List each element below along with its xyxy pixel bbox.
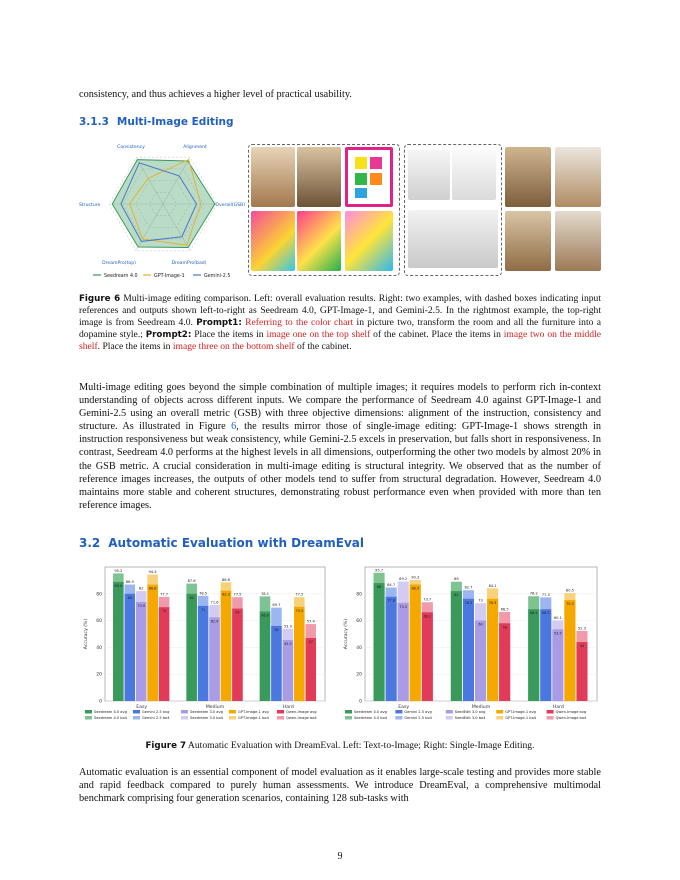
legend-label: Gemini 2.5 bo4 (142, 716, 170, 720)
bar-value-label: 77.7 (160, 592, 169, 597)
bar-bo4 (271, 626, 282, 701)
top-paragraph: consistency, and thus achieves a higher level of practical usability. (79, 89, 352, 100)
x-tick-label: Easy (136, 705, 148, 710)
legend-swatch (345, 710, 352, 714)
bar-bo4 (475, 621, 486, 701)
bar-value-label: 89.2 (399, 576, 408, 581)
bar-bo4 (451, 591, 462, 701)
bar-value-label: 88.9 (114, 583, 123, 588)
legend-swatch (85, 710, 92, 714)
bar-bo4 (305, 638, 316, 701)
radar-polygon (112, 160, 215, 248)
radar-axis-label: DreamPro(top) (102, 261, 136, 266)
legend-label: Qwen-Image bo4 (286, 716, 317, 720)
legend-label: Seedream 4.0 (104, 274, 138, 279)
bar-value-label: 57.4 (306, 619, 315, 624)
bar-value-label: 84.7 (387, 583, 396, 588)
bar-bo4 (564, 600, 575, 701)
bar-value-label: 82 (138, 586, 144, 591)
bar-value-label: 86.9 (125, 580, 134, 585)
bar-value-label: 60.1 (553, 615, 562, 620)
bar-value-label: 69 (235, 610, 240, 615)
bar-value-label: 52.3 (577, 626, 586, 631)
legend-label: Gemini-2.5 (204, 274, 231, 279)
bar-value-label: 66.2 (423, 614, 432, 619)
bar-value-label: 90.3 (411, 575, 420, 580)
bar-value-label: 95.2 (114, 568, 123, 573)
x-tick-label: Easy (398, 705, 410, 710)
bar-value-label: 95.7 (375, 568, 384, 573)
bar-value-label: 73 (478, 598, 483, 603)
bar-value-label: 76.3 (464, 600, 473, 605)
bar-bo4 (283, 640, 294, 701)
microwave-image (408, 150, 450, 200)
legend-swatch (446, 716, 453, 720)
radar-axis-label: Alignment (183, 145, 207, 150)
legend-swatch (345, 716, 352, 720)
y-axis-label: Accuracy (%) (84, 618, 89, 650)
bar-bo4 (209, 617, 220, 701)
section-heading-3-1-3: 3.1.3 Multi-Image Editing (79, 116, 234, 128)
bar-value-label: 77.3 (541, 592, 550, 597)
storage-baskets-image (408, 210, 498, 268)
bar-bo4 (528, 609, 539, 701)
bar-value-label: 78.1 (260, 591, 270, 596)
bar-bo4 (232, 609, 243, 701)
bar-value-label: 66.8 (261, 613, 269, 618)
y-tick-label: 60 (96, 619, 102, 625)
legend-label: Seedream 4.0 bo4 (354, 716, 388, 720)
bar-value-label: 80.5 (565, 588, 574, 593)
bar-bo4 (499, 623, 510, 701)
bar-bo4 (386, 597, 397, 701)
bar-value-label: 44 (579, 644, 585, 649)
bar-value-label: 71 (200, 607, 206, 612)
legend-swatch (181, 710, 188, 714)
bar-bo4 (410, 585, 421, 701)
bar-value-label: 87.6 (187, 579, 196, 584)
cabinet-result-2 (505, 211, 551, 271)
legend-swatch (277, 716, 284, 720)
legend-swatch (85, 716, 92, 720)
bottom-paragraph: Automatic evaluation is an essential component of model evaluation as it enables large-scale testing and provides more stable and rapid feedback compared to purely human assessments. We introduce DreamEval, a comprehensive multimodal benchmark comprising four generation scenarios, containing 128 sub-tasks with (79, 767, 601, 805)
radar-axis-label: DreamPro(bad) (171, 261, 207, 266)
y-tick-label: 20 (96, 672, 102, 678)
chart-text-to-image (79, 563, 329, 728)
legend-label: GPT-Image-1 bo4 (505, 716, 537, 720)
dopamine-room-2 (297, 211, 341, 271)
bar-value-label: 84.1 (488, 583, 497, 588)
legend-label: Qwen-Image avg (555, 710, 587, 714)
bar-value-label: 86.8 (148, 586, 157, 591)
y-axis-label: Accuracy (%) (344, 618, 349, 650)
radar-axis-label: Consistency (117, 145, 145, 150)
legend-label: GPT-Image-1 (154, 274, 185, 279)
y-tick-label: 40 (356, 645, 362, 651)
bar-value-label: 66.5 (500, 607, 509, 612)
legend-label: Gemini 2.5 bo4 (404, 716, 432, 720)
radar-legend (93, 273, 230, 279)
legend-swatch (496, 716, 503, 720)
legend-swatch (181, 716, 188, 720)
bar-value-label: 53.9 (283, 624, 292, 629)
legend-label: Gemini 2.5 avg (142, 710, 170, 714)
radar-axis-label: Overall(GSB) (215, 203, 245, 208)
bar-value-label: 68.5 (542, 611, 550, 616)
x-tick-label: Hard (282, 705, 294, 710)
bar-value-label: 70 (161, 609, 167, 614)
bar-value-label: 58 (502, 625, 507, 630)
figure-7-caption: Figure 7 Automatic Evaluation with DreamEval. Left: Text-to-Image; Right: Single-Image Editing. (145, 740, 535, 751)
bar-bo4 (113, 582, 124, 701)
bar-value-label: 45.5 (284, 642, 292, 647)
y-tick-label: 40 (96, 645, 102, 651)
y-tick-label: 80 (96, 592, 102, 598)
section-heading-3-2: 3.2 Automatic Evaluation with DreamEval (79, 536, 365, 550)
living-room-image (251, 147, 295, 207)
legend-swatch (229, 710, 236, 714)
dopamine-room-1 (251, 211, 295, 271)
legend-swatch (547, 710, 554, 714)
radar-axis-label: Structure (79, 203, 101, 208)
bar-value-label: 62.4 (210, 619, 219, 624)
bar-bo4 (198, 606, 209, 701)
legend-swatch (133, 716, 140, 720)
legend-swatch (547, 716, 554, 720)
y-tick-label: 20 (356, 672, 362, 678)
bar-value-label: 73.9 (137, 603, 145, 608)
figure-6-link[interactable]: 6 (231, 421, 237, 433)
bar-bo4 (576, 642, 587, 701)
legend-swatch (133, 710, 140, 714)
bar-bo4 (487, 599, 498, 701)
radar-chart (79, 140, 247, 280)
bar-value-label: 73.7 (423, 597, 432, 602)
bar-value-label: 53.5 (554, 631, 562, 636)
dopamine-room-3 (345, 211, 393, 271)
bar-bo4 (552, 629, 563, 701)
legend-label: Seedream 4.0 avg (354, 710, 387, 714)
page-number: 9 (337, 851, 343, 862)
bar-value-label: 77.8 (387, 598, 395, 603)
bar-bo4 (159, 607, 170, 701)
legend-label: Gemini 2.5 avg (404, 710, 432, 714)
y-tick-label: 0 (359, 699, 362, 705)
bar-bo4 (186, 594, 197, 701)
bar-bo4 (136, 602, 147, 701)
bar-bo4 (398, 603, 409, 701)
x-tick-label: Medium (471, 705, 491, 710)
legend-label: GPT-Image-1 avg (238, 710, 269, 714)
legend-label: GPT-Image-1 bo4 (238, 716, 269, 720)
legend-label: GPT-Image-1 avg (505, 710, 536, 714)
x-tick-label: Hard (552, 705, 564, 710)
bar-bo4 (260, 611, 271, 701)
legend-swatch (229, 716, 236, 720)
color-chart-image (345, 147, 393, 207)
bar-bo4 (294, 607, 305, 701)
bar-bo4 (147, 585, 158, 701)
bar-bo4 (540, 609, 551, 701)
bar-bo4 (463, 599, 474, 701)
bar-value-label: 94.4 (148, 570, 157, 575)
legend-label: Qwen-Image avg (286, 710, 317, 714)
bar-bo4 (221, 591, 232, 701)
legend-swatch (395, 716, 402, 720)
bar-value-label: 82.3 (222, 592, 230, 597)
legend-label: Qwen-Image bo4 (555, 716, 587, 720)
legend-label: Seedream 4.0 avg (94, 710, 127, 714)
body-paragraph: Multi-image editing goes beyond the simple combination of multiple images; it requires models to perform rich in-context understanding of objects across different inputs. We compare the performance of Seedream 4.0 against GPT-Image-1 and Gemini-2.5 using an overall metric (GSB) with three objective dimensions: alignment of the instruction, consistency and structure. As illustrated in Figure 6, the results mirror those of single-image editing: GPT-Image-1 shows strength in instruction responsiveness but weak consistency, while Gemini-2.5 excels in preservation, but falls short in responsiveness. In contrast, Seedream 4.0 performs at the highest levels in all dimensions, outperforming the other two models by almost 20% in the GSB metric. A crucial consideration in multi-image editing is structural integrity. We observed that as the number of reference images increases, the outputs of other models tend to suffer from structural degradation. However, Seedream 4.0 maintains more stable and coherent structures, demonstrating robust performance even when provided with more than ten reference images. (79, 382, 601, 511)
bar-value-label: 73.3 (399, 604, 407, 609)
bar-value-label: 68.5 (529, 611, 538, 616)
legend-swatch (395, 710, 402, 714)
legend-label: Seedream 3.0 avg (190, 710, 223, 714)
bar-value-label: 78.5 (199, 591, 208, 596)
bar-value-label: 86.9 (411, 586, 420, 591)
bar-value-label: 82 (454, 593, 459, 598)
chart-single-image-editing (339, 563, 601, 728)
cabinet-result-1 (555, 147, 601, 207)
bar-bo4 (422, 612, 433, 701)
bar-value-label: 88 (376, 585, 382, 590)
bar-value-label: 56 (274, 627, 279, 632)
bar-value-label: 47 (308, 640, 313, 645)
radar-series (112, 160, 215, 248)
kitchen-image (297, 147, 341, 207)
figure-6-caption: Figure 6 Multi-image editing comparison. Left: overall evaluation results. Right: two examples, with dashed boxes indicating input references and outputs shown left-to-right as Seedream 4.0, GPT-Image-1, and Gemini-2.5. In the rightmost example, the top-right image is from Seedream 4.0. Prompt1: Referring to the color chart in picture two, transform the room and all the furniture into a dopamine style.; Prompt2: Place the items in image one on the top shelf of the cabinet. Place the items in image two on the middle shelf. Place the items in image three on the bottom shelf of the cabinet. (79, 293, 602, 353)
y-tick-label: 60 (356, 619, 362, 625)
legend-swatch (446, 710, 453, 714)
bar-value-label: 70.3 (295, 608, 304, 613)
bar-value-label: 75.3 (566, 602, 574, 607)
bar-value-label: 88.6 (221, 577, 230, 582)
bar-value-label: 77.5 (295, 592, 304, 597)
legend-label: SeedEdit 3.0 avg (454, 710, 486, 714)
bar-value-label: 78.2 (529, 591, 538, 596)
bar-value-label: 69.7 (272, 603, 281, 608)
bar-bo4 (374, 583, 385, 701)
bar-value-label: 71.6 (210, 600, 219, 605)
bar-bo4 (125, 594, 136, 701)
y-tick-label: 80 (356, 592, 362, 598)
bar-value-label: 80 (127, 595, 132, 600)
legend-label: Seedream 4.0 bo4 (94, 716, 128, 720)
y-tick-label: 0 (99, 699, 102, 705)
bar-value-label: 76.3 (488, 600, 497, 605)
legend-label: SeedEdit 3.0 bo4 (454, 716, 486, 720)
legend-swatch (277, 710, 284, 714)
bar-value-label: 77.5 (233, 592, 242, 597)
legend-label: Seedream 3.0 bo4 (190, 716, 224, 720)
x-tick-label: Medium (205, 705, 225, 710)
air-fryer-image (452, 150, 496, 200)
legend-swatch (496, 710, 503, 714)
bar-value-label: 60 (478, 622, 483, 627)
cabinet-result-3 (555, 211, 601, 271)
bar-value-label: 82.7 (464, 585, 473, 590)
cabinet-image (505, 147, 551, 207)
bar-value-label: 89 (454, 577, 459, 582)
bar-value-label: 80 (189, 595, 194, 600)
